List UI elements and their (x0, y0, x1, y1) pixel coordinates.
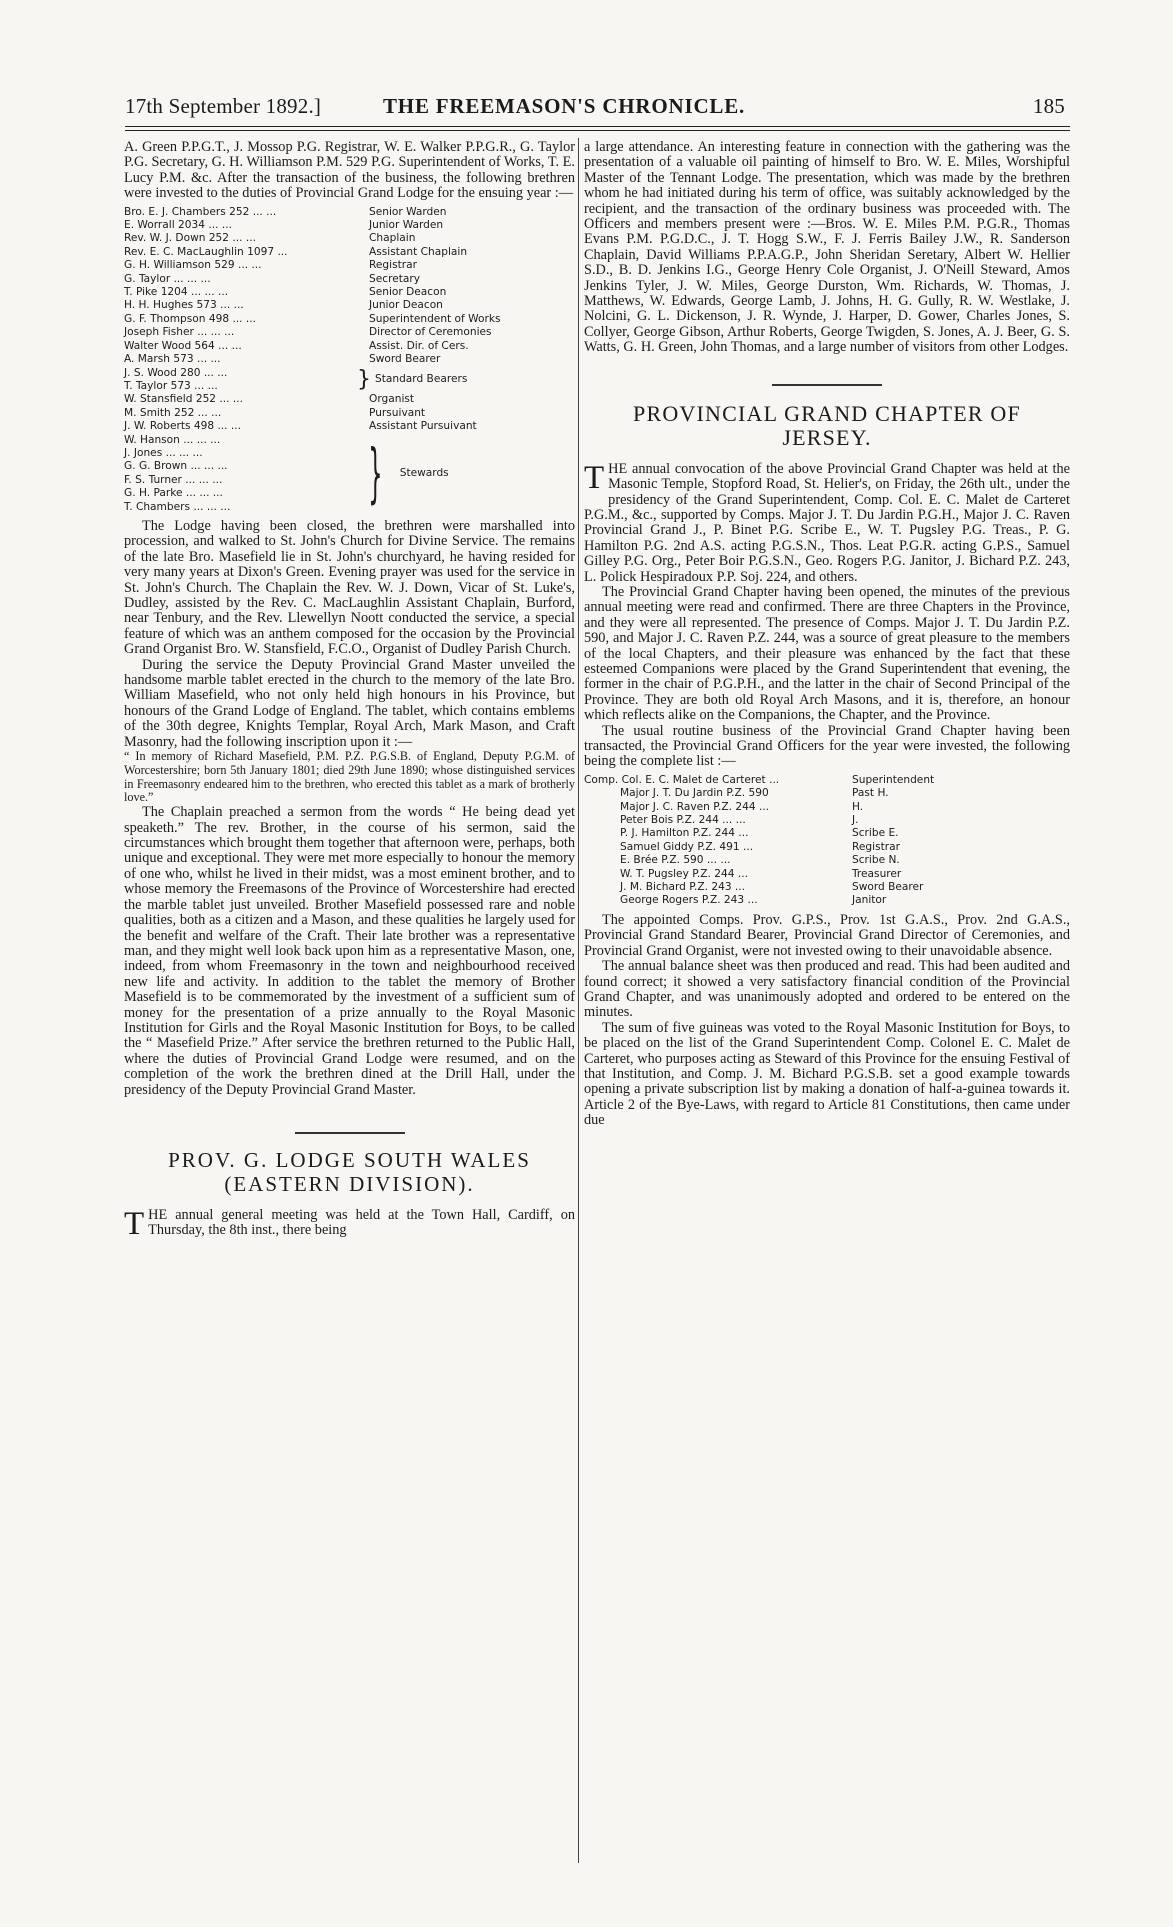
officers-list (124, 206, 575, 514)
officer-role: Chaplain (369, 232, 416, 245)
tablet-paragraph: During the service the Deputy Provincial Grand Master unveiled the handsome marble tablet erected in the church to the memory of the late Bro. William Masefield, who not only held high honours in his Province, but honours of the Grand Lodge of England. The tablet, which contains emblems of the 30th degree, Knights Templar, Royal Arch, Mark Mason, and Craft Masonry, had the following inscription upon it :— (124, 656, 575, 750)
jersey-donation-paragraph: The sum of five guineas was voted to the Royal Masonic Institution for Boys, to be placed on the list of the Grand Superintendent Comp. Colonel E. C. Malet de Carteret, who purposes acting as Steward of this Province for the ensuing Festival of that Institution, and Comp. J. M. Bichard P.G.S.B. set a good example towards opening a private subscription list by making a donation of half-a-guinea towards it. Article 2 of the Bye-Laws, with regard to Article 81 Constitutions, then came under due (584, 1019, 1070, 1129)
section-separator (772, 384, 882, 386)
officer-row (124, 286, 575, 299)
jersey-officers-list (584, 774, 1070, 908)
officer-role: Registrar (852, 840, 900, 853)
officer-name: G. F. Thompson 498 ... ... (124, 312, 257, 325)
jersey-balance-paragraph: The annual balance sheet was then produced and read. This had been audited and found correct; it showed a very satisfactory financial condition of the Provincial Grand Chapter, and was unanimously adopted and ordered to be entered on the minutes. (584, 958, 1070, 1021)
tablet-inscription: “ In memory of Richard Masefield, P.M. P.Z. P.G.S.B. of England, Deputy P.G.M. of Worcestershire; born 5th January 1801; died 29th June 1890; whose distinguished services in Freemasonry endeared him to the brethren, who erected this tablet as a mark of brotherly love.” (124, 749, 575, 805)
header-title: THE FREEMASON'S CHRONICLE. (383, 94, 746, 118)
south-wales-paragraph (124, 1205, 575, 1242)
south-wales-heading (124, 1148, 575, 1196)
officer-row (124, 273, 575, 286)
officer-name: Peter Bois P.Z. 244 ... ... (620, 814, 746, 827)
officer-name: M. Smith 252 ... ... (124, 406, 222, 419)
officer-row (124, 246, 575, 259)
officer-row (584, 814, 1070, 827)
officer-row (124, 393, 575, 406)
officer-row (584, 827, 1070, 840)
standard-bearers-role-cell (357, 366, 468, 394)
officer-row (584, 787, 1070, 800)
officer-role: Organist (369, 393, 415, 406)
standard-bearers-names (124, 367, 369, 394)
officer-name: Bro. E. J. Chambers 252 ... ... (124, 205, 277, 218)
drop-cap: T (584, 459, 605, 496)
intro-paragraph: A. Green P.P.G.T., J. Mossop P.G. Registrar, W. E. Walker P.P.G.R., G. Taylor P.G. Secretary, G. H. Williamson P.M. 529 P.G. Superintendent of Works, T. E. Lucy P.M. &c. After the transaction of the business, the following brethren were invested to the duties of Provincial Grand Lodge for the ensuing year :— (124, 139, 575, 202)
officer-role: Superintendent (852, 773, 935, 786)
steward-name: J. Jones ... ... ... (124, 446, 203, 459)
drop-cap: T (124, 1205, 145, 1242)
jersey-heading (584, 402, 1070, 450)
officer-name: H. H. Hughes 573 ... ... (124, 299, 244, 312)
cardiff-continuation: a large attendance. An interesting feature in connection with the gathering was the presentation of a valuable oil painting of himself to Bro. W. E. Miles, Worshipful Master of the Tennant Lodge. The presentation, which was made by the brethren whom he had initiated during his term of office, was suitably acknowledged by the recipient, and the transaction of the ordinary business was proceeded with. The Officers and members present were :—Bros. W. E. Miles P.M. P.G.R., Thomas Evans P.M. P.G.D.C., J. T. Hogg S.W., F. J. Ferris Bailey J.W., R. Sanderson Chaplain, David Williams P.P.A.G.P., John Sheridan Seretary, Albert W. Hellier S.D., B. D. Jenkins I.G., George Henry Cole Organist, J. O'Neill Steward, Amos Jenkins Tyler, J. W. Miles, George Durston, Wm. Richards, W. Thomas, J. Matthews, W. Edwards, George Lamb, J. Johns, H. G. Gully, R. W. Westlake, J. Nolcini, G. L. Dickenson, J. R. Wynde, J. Harper, D. Gower, Charles Jones, S. Collyer, George Gibson, Arthur Roberts, George Twigden, S. Jones, A. J. Beer, G. S. Watts, G. H. Green, John Thomas, and a large number of visitors from other Lodges. (584, 139, 1070, 356)
jersey-heading-line2: JERSEY. (782, 424, 872, 450)
officer-name: T. Taylor 573 ... ... (124, 379, 218, 392)
officer-name: W. T. Pugsley P.Z. 244 ... (620, 867, 748, 880)
officer-role: Scribe N. (852, 854, 900, 867)
officer-role: Junior Deacon (369, 299, 443, 312)
officer-name: G. Taylor ... ... ... (124, 272, 211, 285)
standard-bearers-group (124, 367, 575, 394)
officer-role: Pursuivant (369, 406, 426, 419)
header-rule (125, 126, 1070, 127)
officer-name: Major J. T. Du Jardin P.Z. 590 (620, 787, 769, 800)
officer-role: Secretary (369, 272, 420, 285)
officer-role: Senior Warden (369, 205, 447, 218)
brace-glyph: } (357, 366, 371, 392)
officer-name: W. Stansfield 252 ... ... (124, 393, 243, 406)
officer-role: Junior Warden (369, 219, 444, 232)
officer-name: E. Worrall 2034 ... ... (124, 219, 232, 232)
officer-role: Senior Deacon (369, 286, 447, 299)
officer-name: T. Pike 1204 ... ... ... (124, 286, 229, 299)
jersey-appointed-paragraph: The appointed Comps. Prov. G.P.S., Prov. 1st G.A.S., Prov. 2nd G.A.S., Provincial Grand Standard Bearer, Provincial Grand Director of Ceremonies, and Provincial Grand Organist, were not invested owing to their unavoidable absence. (584, 911, 1070, 959)
officer-name: J. W. Roberts 498 ... ... (124, 420, 242, 433)
officer-name: Samuel Giddy P.Z. 491 ... (620, 840, 754, 853)
officer-name: Rev. W. J. Down 252 ... ... (124, 232, 256, 245)
officer-role: Past H. (852, 787, 889, 800)
procession-paragraph: The Lodge having been closed, the brethren were marshalled into procession, and walked to St. John's Church for Divine Service. The remains of the late Bro. Masefield lie in St. John's churchyard, he having resided for very many years at Dixon's Green. Evening prayer was used for the service in St. John's Church. The Chaplain the Rev. W. J. Down, Vicar of St. Luke's, Dudley, assisted by the Rev. C. MacLaughlin Assistant Chaplain, Burford, near Tenbury, and the Rev. Llewellyn Noott conducted the service, a special feature of which was an anthem composed for the occasion by the Provincial Grand Organist Bro. W. Stansfield, F.C.O., Organist of Dudley Parish Church. (124, 517, 575, 658)
officer-row (124, 206, 575, 219)
brace-glyph: } (368, 436, 383, 511)
left-column (124, 139, 575, 1242)
officer-row (124, 407, 575, 420)
officer-row (584, 841, 1070, 854)
officer-row (124, 353, 575, 366)
officer-role: Director of Ceremonies (369, 326, 492, 339)
officer-row (584, 854, 1070, 867)
officer-role: Sword Bearer (852, 881, 924, 894)
officer-role: Standard Bearers (375, 373, 468, 386)
officer-role: Assistant Chaplain (369, 245, 468, 258)
officer-row (584, 894, 1070, 907)
officer-role: J. (852, 814, 859, 827)
officer-row (584, 774, 1070, 787)
officer-role: Treasurer (852, 867, 902, 880)
officer-row (584, 881, 1070, 894)
stewards-role-cell (369, 434, 449, 514)
officer-row (124, 259, 575, 272)
jersey-intro-paragraph (584, 459, 1070, 585)
officer-role: Sword Bearer (369, 353, 441, 366)
officer-name: Walter Wood 564 ... ... (124, 339, 242, 352)
officer-name: Major J. C. Raven P.Z. 244 ... (620, 800, 770, 813)
steward-name: G. H. Parke ... ... ... (124, 487, 223, 500)
officer-role: Registrar (369, 259, 417, 272)
officer-name: Joseph Fisher ... ... ... (124, 326, 235, 339)
section-separator (295, 1132, 405, 1134)
officer-row (584, 801, 1070, 814)
officer-name: Rev. E. C. MacLaughlin 1097 ... (124, 245, 288, 258)
steward-name: G. G. Brown ... ... ... (124, 460, 228, 473)
officer-name: Comp. Col. E. C. Malet de Carteret ... (584, 773, 780, 786)
header-date: 17th September 1892.] (125, 94, 322, 118)
officer-name: P. J. Hamilton P.Z. 244 ... (620, 827, 749, 840)
officer-role: Assistant Pursuivant (369, 420, 477, 433)
steward-name: F. S. Turner ... ... ... (124, 473, 223, 486)
officer-row (124, 232, 575, 245)
officer-role: H. (852, 800, 864, 813)
south-wales-text: HE annual general meeting was held at the Town Hall, Cardiff, on Thursday, the 8th inst., there being (148, 1206, 575, 1239)
officer-name: J. M. Bichard P.Z. 243 ... (620, 881, 746, 894)
officer-name: A. Marsh 573 ... ... (124, 353, 221, 366)
right-column (584, 140, 1070, 1129)
page-number: 185 (1032, 94, 1065, 118)
steward-name: T. Chambers ... ... ... (124, 500, 231, 513)
officer-role: Superintendent of Works (369, 312, 501, 325)
jersey-heading-line1: PROVINCIAL GRAND CHAPTER OF (633, 400, 1021, 426)
stewards-names (124, 434, 369, 514)
south-wales-heading-line2: (EASTERN DIVISION). (224, 1171, 475, 1196)
officer-name: G. H. Williamson 529 ... ... (124, 259, 262, 272)
jersey-intro-text: HE annual convocation of the above Provincial Grand Chapter was held at the Masonic Temple, Stopford Road, St. Helier's, on Friday, the 26th ult., under the presidency of the Grand Superintendent, Comp. Col. E. C. Malet de Carteret P.G.M., &c., supported by Comps. Major J. T. Du Jardin P.G.H., Major J. C. Raven Provincial Grand J., P. Binet P.G. Scribe E., W. T. Pugsley P.G. Treas., P. G. Hamilton P.G. 2nd A.S. acting P.G.S.N., Thos. Leat P.G.R. acting G.P.S., Samuel Gilley P.G. Org., Peter Boir P.G.S.N., Geo. Rogers P.G. Janitor, J. Bichard P.Z. 243, L. Polick Hespiradoux P.P. Soj. 224, and others. (584, 460, 1070, 585)
jersey-business-paragraph: The usual routine business of the Provincial Grand Chapter having been transacted, the Provincial Grand Officers for the year were invested, the following being the complete list :— (584, 722, 1070, 770)
officer-row (124, 313, 575, 326)
header-rule-second (125, 130, 1070, 131)
officer-role: Scribe E. (852, 827, 899, 840)
officer-role: Janitor (852, 894, 887, 907)
sermon-paragraph: The Chaplain preached a sermon from the words “ He being dead yet speaketh.” The rev. Brother, in the course of his sermon, said the circumstances which brought them together that afternoon were, perhaps, both unique and exceptional. They were met more especially to honour the memory of one who, whilst he lived in their midst, was a most eminent brother, and to whose memory the Freemasons of the Province of Worcestershire had erected the marble tablet just unveiled. Brother Masefield possessed rare and noble qualities, both as a citizen and a Mason, and these qualities he largely used for the benefit and welfare of the Craft. Their late brother was a representative man, and they might well look back upon him as a representative Mason, one, indeed, from whom Freemasonry in the town and neighbourhood received new life and activity. In addition to the tablet the memory of Brother Masefield is to be commemorated by the investment of a sufficient sum of money for the presentation of a prize annually to the Royal Masonic Institution for Girls and the Royal Masonic Institution for Boys, to be called the “ Masefield Prize.” After service the brethren returned to the Public Hall, where the duties of Provincial Grand Lodge were resumed, and on the completion of the work the brethren dined at the Drill Hall, under the presidency of the Deputy Provincial Grand Master. (124, 804, 575, 1098)
officer-row (124, 326, 575, 339)
officer-row (124, 340, 575, 353)
page-header (125, 94, 1065, 122)
officer-row (124, 219, 575, 232)
steward-name: W. Hanson ... ... ... (124, 433, 221, 446)
officer-role: Assist. Dir. of Cers. (369, 339, 469, 352)
column-divider (578, 138, 579, 1863)
south-wales-heading-line1: PROV. G. LODGE SOUTH WALES (168, 1147, 531, 1172)
officer-name: George Rogers P.Z. 243 ... (620, 894, 758, 907)
officer-name: E. Brée P.Z. 590 ... ... (620, 854, 731, 867)
officer-name: J. S. Wood 280 ... ... (124, 366, 228, 379)
officer-role: Stewards (399, 467, 449, 480)
jersey-opening-paragraph: The Provincial Grand Chapter having been opened, the minutes of the previous annual meeting were read and confirmed. There are three Chapters in the Province, and they were all represented. The presence of Comps. Major J. T. Du Jardin P.Z. 590, and Major J. C. Raven P.Z. 244, was a source of great pleasure to the members of the local Chapters, and their pleasure was enhanced by the fact that these esteemed Companions were placed by the Grand Superintendent that evening, the former in the chair of P.G.P.H., and the latter in the chair of Second Principal of the Province. They are both old Royal Arch Masons, and it is, therefore, an honour which reflects alike on the Companions, the Chapter, and the Province. (584, 583, 1070, 724)
officer-row (124, 299, 575, 312)
stewards-group (124, 434, 575, 514)
officer-row (124, 420, 575, 433)
officer-row (584, 868, 1070, 881)
